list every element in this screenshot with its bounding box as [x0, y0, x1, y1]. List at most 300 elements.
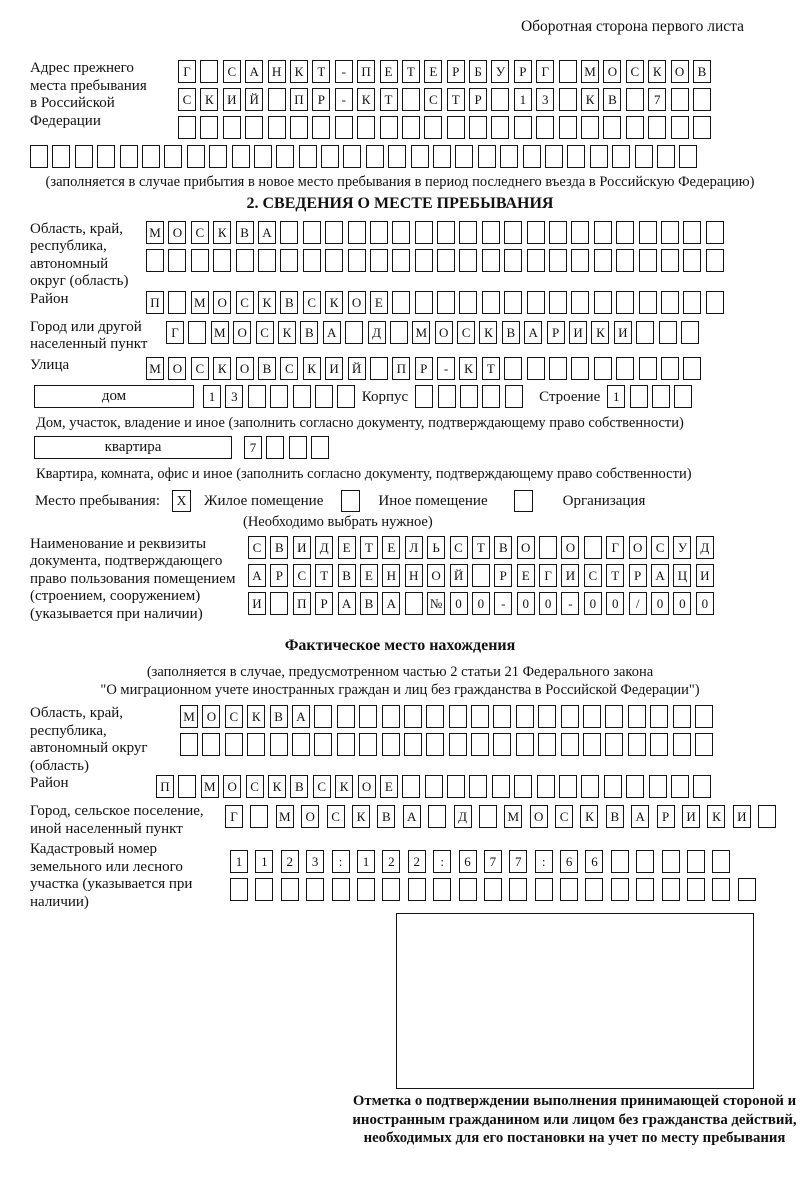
char-cell[interactable]: В	[280, 291, 298, 314]
char-cell[interactable]	[594, 291, 612, 314]
char-cell[interactable]	[289, 436, 307, 459]
char-cell[interactable]: К	[479, 321, 497, 344]
char-cell[interactable]	[695, 705, 713, 728]
char-cell[interactable]: К	[357, 88, 375, 111]
char-cell[interactable]	[447, 775, 465, 798]
char-cell[interactable]: 1	[607, 385, 625, 408]
char-cell[interactable]: 6	[585, 850, 603, 873]
char-cell[interactable]: №	[427, 592, 445, 615]
char-cell[interactable]	[687, 850, 705, 873]
char-cell[interactable]	[527, 249, 545, 272]
char-cell[interactable]: Р	[469, 88, 487, 111]
char-cell[interactable]: Р	[514, 60, 532, 83]
char-cell[interactable]	[478, 145, 496, 168]
char-cell[interactable]	[392, 291, 410, 314]
char-cell[interactable]: М	[191, 291, 209, 314]
kvartira-type-box[interactable]: квартира	[34, 436, 232, 459]
char-cell[interactable]	[567, 145, 585, 168]
char-cell[interactable]: П	[357, 60, 375, 83]
char-cell[interactable]	[280, 221, 298, 244]
char-cell[interactable]	[52, 145, 70, 168]
char-cell[interactable]: -	[437, 357, 455, 380]
char-cell[interactable]: О	[629, 536, 647, 559]
char-cell[interactable]: Е	[424, 60, 442, 83]
char-cell[interactable]: К	[459, 357, 477, 380]
char-cell[interactable]: -	[335, 60, 353, 83]
char-cell[interactable]	[230, 878, 248, 901]
char-cell[interactable]	[370, 249, 388, 272]
char-cell[interactable]	[426, 705, 444, 728]
char-cell[interactable]	[527, 291, 545, 314]
char-cell[interactable]: И	[569, 321, 587, 344]
char-cell[interactable]: 0	[606, 592, 624, 615]
char-cell[interactable]: 6	[459, 850, 477, 873]
char-cell[interactable]: :	[433, 850, 451, 873]
char-cell[interactable]: Р	[629, 564, 647, 587]
char-cell[interactable]	[303, 221, 321, 244]
char-cell[interactable]	[493, 705, 511, 728]
char-cell[interactable]	[142, 145, 160, 168]
char-cell[interactable]	[187, 145, 205, 168]
char-cell[interactable]: Н	[382, 564, 400, 587]
char-cell[interactable]: -	[561, 592, 579, 615]
char-cell[interactable]	[484, 878, 502, 901]
char-cell[interactable]: С	[313, 775, 331, 798]
char-cell[interactable]: С	[236, 291, 254, 314]
char-cell[interactable]: Д	[315, 536, 333, 559]
char-cell[interactable]: Р	[494, 564, 512, 587]
char-cell[interactable]: 0	[472, 592, 490, 615]
char-cell[interactable]: А	[338, 592, 356, 615]
char-cell[interactable]	[337, 705, 355, 728]
char-cell[interactable]	[693, 88, 711, 111]
char-cell[interactable]	[276, 145, 294, 168]
char-cell[interactable]: 1	[203, 385, 221, 408]
char-cell[interactable]: Д	[454, 805, 472, 828]
char-cell[interactable]: В	[236, 221, 254, 244]
char-cell[interactable]	[527, 357, 545, 380]
char-cell[interactable]: О	[301, 805, 319, 828]
char-cell[interactable]	[290, 116, 308, 139]
char-cell[interactable]: М	[146, 221, 164, 244]
char-cell[interactable]	[343, 145, 361, 168]
char-cell[interactable]	[168, 249, 186, 272]
char-cell[interactable]: О	[435, 321, 453, 344]
char-cell[interactable]	[345, 321, 363, 344]
char-cell[interactable]	[380, 116, 398, 139]
char-cell[interactable]	[459, 878, 477, 901]
char-cell[interactable]: 1	[514, 88, 532, 111]
char-cell[interactable]: П	[293, 592, 311, 615]
char-cell[interactable]	[738, 878, 756, 901]
char-cell[interactable]: 0	[584, 592, 602, 615]
checkbox-organizaciya[interactable]	[514, 490, 533, 512]
char-cell[interactable]: 2	[281, 850, 299, 873]
char-cell[interactable]: К	[707, 805, 725, 828]
char-cell[interactable]: Е	[370, 291, 388, 314]
char-cell[interactable]: М	[504, 805, 522, 828]
checkbox-zhiloe[interactable]: X	[172, 490, 191, 512]
char-cell[interactable]	[505, 385, 523, 408]
char-cell[interactable]: А	[382, 592, 400, 615]
char-cell[interactable]: К	[247, 705, 265, 728]
char-cell[interactable]: 7	[509, 850, 527, 873]
char-cell[interactable]	[402, 775, 420, 798]
char-cell[interactable]: В	[270, 705, 288, 728]
char-cell[interactable]: Е	[382, 536, 400, 559]
char-cell[interactable]	[411, 145, 429, 168]
char-cell[interactable]	[549, 357, 567, 380]
char-cell[interactable]: С	[651, 536, 669, 559]
char-cell[interactable]	[97, 145, 115, 168]
char-cell[interactable]	[636, 850, 654, 873]
char-cell[interactable]	[559, 775, 577, 798]
char-cell[interactable]	[146, 249, 164, 272]
char-cell[interactable]	[693, 116, 711, 139]
char-cell[interactable]	[659, 321, 677, 344]
char-cell[interactable]	[594, 357, 612, 380]
char-cell[interactable]	[482, 385, 500, 408]
char-cell[interactable]: И	[223, 88, 241, 111]
char-cell[interactable]	[639, 249, 657, 272]
char-cell[interactable]: А	[245, 60, 263, 83]
char-cell[interactable]: -	[335, 88, 353, 111]
char-cell[interactable]: 7	[244, 436, 262, 459]
char-cell[interactable]: П	[392, 357, 410, 380]
char-cell[interactable]	[538, 733, 556, 756]
char-cell[interactable]	[321, 145, 339, 168]
char-cell[interactable]: 2	[382, 850, 400, 873]
char-cell[interactable]	[671, 88, 689, 111]
char-cell[interactable]: В	[606, 805, 624, 828]
char-cell[interactable]: Т	[482, 357, 500, 380]
char-cell[interactable]	[425, 775, 443, 798]
char-cell[interactable]: Е	[338, 536, 356, 559]
char-cell[interactable]: 7	[484, 850, 502, 873]
char-cell[interactable]	[706, 221, 724, 244]
char-cell[interactable]: У	[673, 536, 691, 559]
char-cell[interactable]	[469, 775, 487, 798]
char-cell[interactable]	[616, 249, 634, 272]
char-cell[interactable]	[545, 145, 563, 168]
char-cell[interactable]	[293, 385, 311, 408]
char-cell[interactable]	[527, 221, 545, 244]
char-cell[interactable]: Е	[380, 775, 398, 798]
char-cell[interactable]	[549, 249, 567, 272]
char-cell[interactable]: М	[180, 705, 198, 728]
char-cell[interactable]: И	[325, 357, 343, 380]
char-cell[interactable]: Н	[405, 564, 423, 587]
char-cell[interactable]: Д	[696, 536, 714, 559]
char-cell[interactable]	[571, 249, 589, 272]
char-cell[interactable]: О	[202, 705, 220, 728]
char-cell[interactable]	[504, 291, 522, 314]
char-cell[interactable]: Т	[447, 88, 465, 111]
char-cell[interactable]	[270, 733, 288, 756]
char-cell[interactable]: С	[450, 536, 468, 559]
char-cell[interactable]	[438, 385, 456, 408]
char-cell[interactable]: О	[348, 291, 366, 314]
char-cell[interactable]	[479, 805, 497, 828]
char-cell[interactable]	[535, 878, 553, 901]
char-cell[interactable]	[500, 145, 518, 168]
char-cell[interactable]	[292, 733, 310, 756]
char-cell[interactable]	[75, 145, 93, 168]
char-cell[interactable]: Р	[315, 592, 333, 615]
char-cell[interactable]	[661, 357, 679, 380]
char-cell[interactable]	[482, 291, 500, 314]
char-cell[interactable]	[188, 321, 206, 344]
char-cell[interactable]	[382, 705, 400, 728]
char-cell[interactable]: 2	[408, 850, 426, 873]
char-cell[interactable]	[583, 733, 601, 756]
char-cell[interactable]: С	[424, 88, 442, 111]
char-cell[interactable]: П	[146, 291, 164, 314]
char-cell[interactable]	[650, 733, 668, 756]
char-cell[interactable]	[266, 436, 284, 459]
char-cell[interactable]: С	[246, 775, 264, 798]
char-cell[interactable]	[314, 705, 332, 728]
char-cell[interactable]	[611, 878, 629, 901]
char-cell[interactable]	[337, 733, 355, 756]
char-cell[interactable]: С	[327, 805, 345, 828]
char-cell[interactable]	[514, 775, 532, 798]
char-cell[interactable]: А	[323, 321, 341, 344]
char-cell[interactable]: Р	[312, 88, 330, 111]
char-cell[interactable]: М	[581, 60, 599, 83]
char-cell[interactable]: Д	[368, 321, 386, 344]
char-cell[interactable]: И	[614, 321, 632, 344]
char-cell[interactable]	[636, 321, 654, 344]
char-cell[interactable]: Й	[348, 357, 366, 380]
char-cell[interactable]: К	[303, 357, 321, 380]
char-cell[interactable]	[168, 291, 186, 314]
char-cell[interactable]	[223, 116, 241, 139]
char-cell[interactable]: :	[535, 850, 553, 873]
char-cell[interactable]: Г	[225, 805, 243, 828]
char-cell[interactable]: 3	[306, 850, 324, 873]
char-cell[interactable]: К	[213, 221, 231, 244]
char-cell[interactable]	[433, 878, 451, 901]
char-cell[interactable]	[469, 116, 487, 139]
char-cell[interactable]	[299, 145, 317, 168]
char-cell[interactable]	[514, 116, 532, 139]
char-cell[interactable]: О	[236, 357, 254, 380]
char-cell[interactable]	[662, 850, 680, 873]
char-cell[interactable]: И	[293, 536, 311, 559]
char-cell[interactable]	[180, 733, 198, 756]
char-cell[interactable]: С	[626, 60, 644, 83]
char-cell[interactable]	[706, 249, 724, 272]
char-cell[interactable]: -	[494, 592, 512, 615]
char-cell[interactable]	[247, 733, 265, 756]
char-cell[interactable]: С	[191, 357, 209, 380]
char-cell[interactable]: Т	[472, 536, 490, 559]
char-cell[interactable]	[571, 221, 589, 244]
char-cell[interactable]	[695, 733, 713, 756]
char-cell[interactable]: М	[201, 775, 219, 798]
char-cell[interactable]	[236, 249, 254, 272]
char-cell[interactable]	[504, 357, 522, 380]
char-cell[interactable]	[583, 705, 601, 728]
char-cell[interactable]: /	[629, 592, 647, 615]
char-cell[interactable]	[268, 116, 286, 139]
char-cell[interactable]	[404, 705, 422, 728]
char-cell[interactable]	[561, 733, 579, 756]
char-cell[interactable]: Г	[178, 60, 196, 83]
char-cell[interactable]	[504, 249, 522, 272]
char-cell[interactable]	[311, 436, 329, 459]
char-cell[interactable]	[178, 775, 196, 798]
char-cell[interactable]	[280, 249, 298, 272]
char-cell[interactable]: С	[280, 357, 298, 380]
char-cell[interactable]	[359, 733, 377, 756]
char-cell[interactable]	[560, 878, 578, 901]
char-cell[interactable]: К	[325, 291, 343, 314]
char-cell[interactable]	[559, 60, 577, 83]
char-cell[interactable]: О	[233, 321, 251, 344]
char-cell[interactable]: 6	[560, 850, 578, 873]
char-cell[interactable]	[392, 221, 410, 244]
char-cell[interactable]	[370, 221, 388, 244]
char-cell[interactable]	[636, 878, 654, 901]
char-cell[interactable]: А	[651, 564, 669, 587]
char-cell[interactable]: Т	[380, 88, 398, 111]
char-cell[interactable]	[402, 88, 420, 111]
char-cell[interactable]	[332, 878, 350, 901]
char-cell[interactable]	[390, 321, 408, 344]
char-cell[interactable]: В	[258, 357, 276, 380]
char-cell[interactable]	[509, 878, 527, 901]
char-cell[interactable]: А	[631, 805, 649, 828]
char-cell[interactable]: В	[360, 592, 378, 615]
char-cell[interactable]	[348, 249, 366, 272]
char-cell[interactable]	[472, 564, 490, 587]
char-cell[interactable]	[673, 705, 691, 728]
char-cell[interactable]	[559, 116, 577, 139]
char-cell[interactable]	[437, 291, 455, 314]
char-cell[interactable]	[681, 321, 699, 344]
char-cell[interactable]: В	[338, 564, 356, 587]
char-cell[interactable]: Й	[245, 88, 263, 111]
char-cell[interactable]: П	[156, 775, 174, 798]
char-cell[interactable]	[549, 221, 567, 244]
char-cell[interactable]	[459, 249, 477, 272]
char-cell[interactable]	[254, 145, 272, 168]
char-cell[interactable]: С	[293, 564, 311, 587]
char-cell[interactable]: А	[258, 221, 276, 244]
char-cell[interactable]: А	[403, 805, 421, 828]
char-cell[interactable]	[325, 221, 343, 244]
char-cell[interactable]: В	[502, 321, 520, 344]
char-cell[interactable]	[523, 145, 541, 168]
char-cell[interactable]	[683, 357, 701, 380]
char-cell[interactable]	[585, 878, 603, 901]
char-cell[interactable]	[415, 291, 433, 314]
char-cell[interactable]: М	[146, 357, 164, 380]
char-cell[interactable]	[408, 878, 426, 901]
char-cell[interactable]	[357, 878, 375, 901]
char-cell[interactable]: О	[168, 357, 186, 380]
char-cell[interactable]	[447, 116, 465, 139]
char-cell[interactable]	[493, 733, 511, 756]
char-cell[interactable]: 3	[225, 385, 243, 408]
char-cell[interactable]	[202, 733, 220, 756]
char-cell[interactable]	[549, 291, 567, 314]
char-cell[interactable]: К	[352, 805, 370, 828]
char-cell[interactable]	[335, 116, 353, 139]
char-cell[interactable]: И	[248, 592, 266, 615]
char-cell[interactable]: И	[561, 564, 579, 587]
char-cell[interactable]: И	[696, 564, 714, 587]
char-cell[interactable]: 0	[651, 592, 669, 615]
char-cell[interactable]	[604, 775, 622, 798]
char-cell[interactable]: О	[213, 291, 231, 314]
char-cell[interactable]	[30, 145, 48, 168]
char-cell[interactable]	[312, 116, 330, 139]
char-cell[interactable]	[616, 221, 634, 244]
char-cell[interactable]	[281, 878, 299, 901]
char-cell[interactable]	[415, 249, 433, 272]
char-cell[interactable]	[539, 536, 557, 559]
char-cell[interactable]: Е	[380, 60, 398, 83]
char-cell[interactable]	[255, 878, 273, 901]
char-cell[interactable]	[449, 705, 467, 728]
char-cell[interactable]	[516, 733, 534, 756]
char-cell[interactable]	[459, 291, 477, 314]
char-cell[interactable]: В	[494, 536, 512, 559]
char-cell[interactable]: К	[580, 805, 598, 828]
char-cell[interactable]: С	[225, 705, 243, 728]
char-cell[interactable]: К	[258, 291, 276, 314]
char-cell[interactable]	[404, 733, 422, 756]
char-cell[interactable]	[657, 145, 675, 168]
char-cell[interactable]	[559, 88, 577, 111]
char-cell[interactable]	[382, 733, 400, 756]
char-cell[interactable]	[679, 145, 697, 168]
char-cell[interactable]: 0	[450, 592, 468, 615]
char-cell[interactable]	[492, 775, 510, 798]
char-cell[interactable]: Б	[469, 60, 487, 83]
char-cell[interactable]	[460, 385, 478, 408]
char-cell[interactable]: А	[248, 564, 266, 587]
char-cell[interactable]: Т	[315, 564, 333, 587]
char-cell[interactable]: К	[581, 88, 599, 111]
char-cell[interactable]	[712, 850, 730, 873]
char-cell[interactable]	[191, 249, 209, 272]
char-cell[interactable]	[248, 385, 266, 408]
char-cell[interactable]	[459, 221, 477, 244]
char-cell[interactable]	[348, 221, 366, 244]
char-cell[interactable]	[516, 705, 534, 728]
char-cell[interactable]	[455, 145, 473, 168]
char-cell[interactable]	[628, 705, 646, 728]
char-cell[interactable]	[687, 878, 705, 901]
char-cell[interactable]	[258, 249, 276, 272]
char-cell[interactable]	[662, 878, 680, 901]
char-cell[interactable]	[359, 705, 377, 728]
char-cell[interactable]	[635, 145, 653, 168]
char-cell[interactable]	[571, 291, 589, 314]
char-cell[interactable]: Р	[547, 321, 565, 344]
char-cell[interactable]	[428, 805, 446, 828]
char-cell[interactable]	[683, 249, 701, 272]
char-cell[interactable]: О	[427, 564, 445, 587]
char-cell[interactable]: 1	[255, 850, 273, 873]
char-cell[interactable]	[225, 733, 243, 756]
char-cell[interactable]	[661, 291, 679, 314]
char-cell[interactable]	[649, 775, 667, 798]
